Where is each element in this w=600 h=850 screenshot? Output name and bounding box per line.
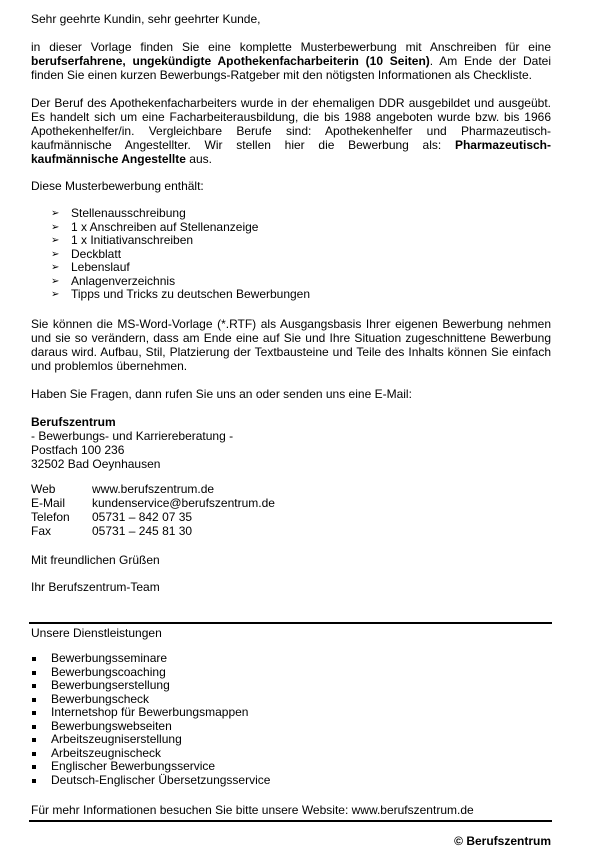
contact-label: Web (31, 482, 56, 496)
copyright: © Berufszentrum (454, 834, 551, 848)
template-note: Sie können die MS-Word-Vorlage (*.RTF) als Ausgangsbasis Ihrer eigenen Bewerbung nehmen und sie so verändern, dass am Ende eine auf Sie und Ihre Situation zugeschnittene Bewerbung daraus wird. Aufbau, Stil, Platzierung der Textbausteine und Teile des Inhalts können Sie einfach und problemlos übernehmen. (31, 317, 551, 373)
profession-text-end: aus. (185, 152, 212, 166)
arrow-bullet-icon: ➢ (51, 262, 60, 273)
service-item-label: Bewerbungswebseiten (51, 718, 172, 733)
service-item-label: Deutsch-Englischer Übersetzungsservice (51, 772, 271, 787)
contact-row (31, 510, 551, 524)
contents-item-label: Lebenslauf (71, 260, 130, 274)
square-bullet-icon (32, 725, 36, 729)
contents-item (31, 261, 310, 275)
square-bullet-icon (32, 698, 36, 702)
service-item-label: Englischer Bewerbungsservice (51, 759, 216, 773)
contents-item-label: 1 x Initiativanschreiben (71, 233, 194, 247)
service-item (31, 774, 270, 788)
contents-item (31, 248, 310, 262)
square-bullet-icon (32, 711, 36, 715)
contact-label: Telefon (31, 510, 70, 524)
square-bullet-icon (32, 671, 36, 675)
org-postbox: Postfach 100 236 (31, 443, 125, 457)
service-item (31, 679, 270, 693)
contents-list (31, 207, 310, 302)
service-item (31, 666, 270, 680)
service-item-label: Bewerbungscoaching (51, 664, 166, 679)
website-note: Für mehr Informationen besuchen Sie bitte unsere Website: www.berufszentrum.de (31, 803, 474, 817)
services-heading: Unsere Dienstleistungen (31, 626, 162, 640)
square-bullet-icon (32, 738, 36, 742)
org-city: 32502 Bad Oeynhausen (31, 457, 161, 471)
contents-item (31, 288, 310, 302)
contact-value: kundenservice@berufszentrum.de (92, 496, 275, 510)
contents-item (31, 234, 310, 248)
contents-item-label: 1 x Anschreiben auf Stellenanzeige (71, 219, 259, 234)
org-name-text: Berufszentrum (31, 415, 116, 429)
square-bullet-icon (32, 779, 36, 783)
square-bullet-icon (32, 684, 36, 688)
service-item (31, 760, 270, 774)
intro-paragraph (31, 40, 551, 82)
contact-row (31, 496, 551, 510)
service-item-label: Internetshop für Bewerbungsmappen (51, 705, 249, 719)
services-list (31, 652, 270, 787)
arrow-bullet-icon: ➢ (51, 248, 60, 260)
service-item-label: Bewerbungsseminare (51, 651, 168, 665)
contents-item-label: Deckblatt (71, 246, 122, 261)
contents-heading: Diese Musterbewerbung enthält: (31, 179, 204, 193)
arrow-bullet-icon: ➢ (51, 221, 60, 233)
contact-value: 05731 – 842 07 35 (92, 510, 193, 524)
service-item-label: Bewerbungserstellung (51, 678, 170, 692)
service-item (31, 720, 270, 734)
intro-text-start: in dieser Vorlage finden Sie eine komplette Musterbewerbung mit Anschreiben für eine (31, 40, 551, 54)
contact-row (31, 524, 551, 538)
contact-value: 05731 – 245 81 30 (92, 524, 193, 538)
contents-item (31, 207, 310, 221)
services-bottom-rule (29, 820, 552, 822)
service-item-label: Arbeitszeugniserstellung (51, 732, 182, 746)
contents-item-label: Tipps und Tricks zu deutschen Bewerbungen (71, 287, 311, 301)
arrow-bullet-icon: ➢ (51, 235, 60, 246)
service-item (31, 652, 270, 666)
square-bullet-icon (32, 752, 36, 756)
arrow-bullet-icon: ➢ (51, 208, 60, 219)
service-item (31, 747, 270, 761)
intro-highlight: berufserfahrene, ungekündigte Apothekenfacharbeiterin (10 Seiten) (31, 54, 430, 68)
contents-item-label: Stellenausschreibung (71, 206, 186, 220)
service-item (31, 733, 270, 747)
contact-label: Fax (31, 524, 52, 538)
service-item (31, 693, 270, 707)
salutation: Sehr geehrte Kundin, sehr geehrter Kunde, (31, 12, 261, 26)
arrow-bullet-icon: ➢ (51, 289, 60, 300)
contents-item (31, 221, 310, 235)
service-item-label: Arbeitszeugnischeck (51, 745, 162, 760)
profession-text-start: Der Beruf des Apothekenfacharbeiters wurde in der ehemaligen DDR ausgebildet und ausgeübt. Es handelt sich um eine Facharbeiterausbildung, die bis 1988 angeboten wurde bzw. bis 1966 Apothekenhelfer/in. Vergleichbare Berufe sind: Apothekenhelfer und Pharmazeutisch-kaufmännische Angestellter. Wir stellen hier die Bewerbung als: (31, 96, 551, 152)
square-bullet-icon (32, 765, 36, 769)
contents-item-label: Anlagenverzeichnis (71, 273, 176, 288)
contact-row (31, 482, 551, 496)
arrow-bullet-icon: ➢ (51, 275, 60, 287)
square-bullet-icon (32, 657, 36, 661)
service-item-label: Bewerbungscheck (51, 691, 150, 706)
contact-value: www.berufszentrum.de (92, 482, 215, 496)
closing: Mit freundlichen Grüßen (31, 553, 160, 567)
contents-item (31, 275, 310, 289)
intro-text-end: . Am Ende der Datei finden Sie einen kurzen Bewerbungs-Ratgeber mit den nötigsten Informationen als Checkliste. (31, 54, 552, 82)
org-name (31, 415, 551, 429)
profession-highlight: Pharmazeutisch-kaufmännische Angestellte (31, 138, 551, 166)
org-tagline: - Bewerbungs- und Karriereberatung - (31, 429, 234, 443)
signature: Ihr Berufszentrum-Team (31, 580, 160, 594)
questions-line: Haben Sie Fragen, dann rufen Sie uns an oder senden uns eine E-Mail: (31, 387, 412, 401)
profession-paragraph (31, 96, 551, 166)
contact-label: E-Mail (31, 496, 66, 510)
services-top-rule (29, 622, 552, 624)
service-item (31, 706, 270, 720)
